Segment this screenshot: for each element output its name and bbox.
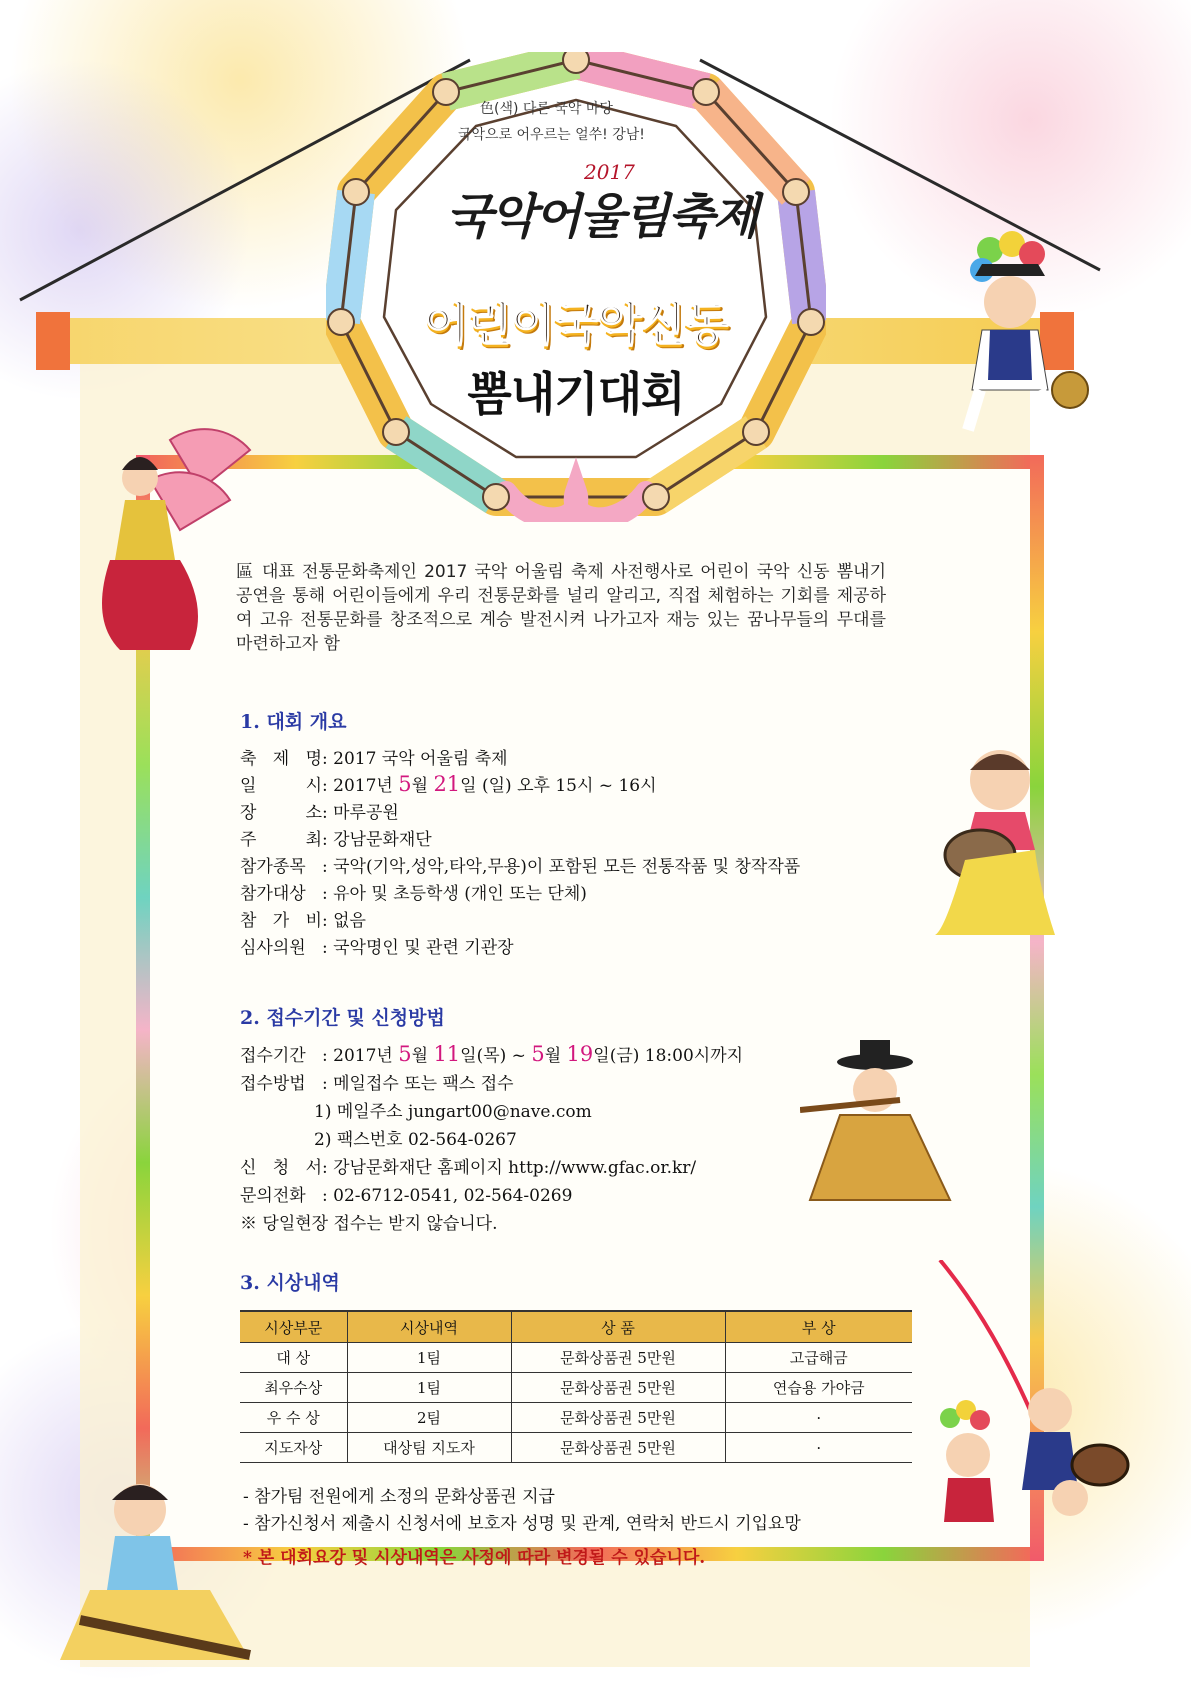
table-cell: 1팀: [347, 1343, 511, 1373]
table-header: 상 품: [511, 1311, 725, 1343]
overview-row-judges: 심사의원 : 국악명인 및 관련 기관장: [240, 938, 514, 958]
table-header: 부 상: [725, 1311, 912, 1343]
overview-row-venue: 장 소: 마루공원: [240, 803, 399, 823]
section-3-heading: 3. 시상내역: [240, 1272, 340, 1294]
slogan-line-1: 色(색) 다른 국악 마당: [480, 101, 613, 117]
gayageum-player-illustration: [60, 1470, 260, 1670]
section-2-heading: 2. 접수기간 및 신청방법: [240, 1007, 445, 1029]
table-cell: 대 상: [240, 1343, 347, 1373]
overview-row-category: 참가종목 : 국악(기악,성악,타악,무용)이 포함된 모든 전통작품 및 창작작품: [240, 857, 801, 877]
overview-row-eligibility: 참가대상 : 유아 및 초등학생 (개인 또는 단체): [240, 884, 587, 904]
table-cell: 문화상품권 5만원: [511, 1373, 725, 1403]
festival-year: 2017: [584, 160, 635, 184]
application-form-row: 신 청 서: 강남문화재단 홈페이지 http://www.gfac.or.kr/: [240, 1158, 697, 1178]
table-cell: 문화상품권 5만원: [511, 1403, 725, 1433]
awards-table: [240, 1310, 912, 1463]
table-cell: 지도자상: [240, 1433, 347, 1463]
table-cell: 고급해금: [725, 1343, 912, 1373]
table-cell: 대상팀 지도자: [347, 1433, 511, 1463]
colorful-wreath: [326, 52, 826, 522]
date-day-highlight: 21: [433, 772, 461, 796]
flute-player-illustration: [800, 1040, 960, 1210]
drummer-boy-illustration: [920, 230, 1100, 440]
intro-paragraph: 區 대표 전통문화축제인 2017 국악 어울림 축제 사전행사로 어린이 국악 신동 뽐내기 공연을 통해 어린이들에게 우리 전통문화를 널리 알리고, 직접 체험하는 기회를 제공하여 고유 전통문화를 창조적으로 계승 발전시켜 나가고자 재능 있는 꿈나무들의 무대를 마련하고자 함: [236, 562, 886, 654]
table-row: [240, 1373, 912, 1403]
table-header-row: [240, 1311, 912, 1343]
table-cell: ·: [725, 1433, 912, 1463]
contact-row: 문의전화 : 02-6712-0541, 02-564-0269: [240, 1186, 573, 1206]
overview-row-date: 일 시: 2017년 5월 21일 (일) 오후 15시 ~ 16시: [240, 772, 657, 796]
drum-girl-illustration: [925, 740, 1065, 940]
festival-name: 국악어울림축제: [446, 189, 757, 245]
title-line-1: 어린이국악신동: [423, 297, 729, 351]
table-cell: 우 수 상: [240, 1403, 347, 1433]
section-1-heading: 1. 대회 개요: [240, 711, 347, 733]
overview-list: [240, 744, 800, 960]
table-cell: 연습용 가야금: [725, 1373, 912, 1403]
date-month-highlight: 5: [398, 772, 412, 796]
table-cell: ·: [725, 1403, 912, 1433]
pungmul-children-illustration: [930, 1260, 1130, 1530]
table-cell: 1팀: [347, 1373, 511, 1403]
overview-row-host: 주 최: 강남문화재단: [240, 830, 432, 850]
application-list: [240, 1041, 743, 1237]
table-cell: 문화상품권 5만원: [511, 1433, 725, 1463]
overview-row-fee: 참 가 비: 없음: [240, 911, 366, 931]
scroll-rod-end-left: [36, 312, 70, 370]
period-row: 접수기간 : 2017년 5월 11일(목) ~ 5월 19일(금) 18:00시까지: [240, 1042, 744, 1066]
awards-table-wrap: [240, 1310, 912, 1463]
table-cell: 최우수상: [240, 1373, 347, 1403]
table-header: 시상내역: [347, 1311, 511, 1343]
award-note-2: - 참가신청서 제출시 신청서에 보호자 성명 및 관계, 연락처 반드시 기입요망: [243, 1514, 801, 1534]
overview-row-festival: 축 제 명: 2017 국악 어울림 축제: [240, 749, 508, 769]
email-row: 1) 메일주소 jungart00@nave.com: [314, 1102, 592, 1122]
change-warning: * 본 대회요강 및 시상내역은 사정에 따라 변경될 수 있습니다.: [243, 1548, 706, 1568]
table-row: [240, 1403, 912, 1433]
table-row: [240, 1433, 912, 1463]
onsite-notice: ※ 당일현장 접수는 받지 않습니다.: [240, 1214, 498, 1234]
table-header: 시상부문: [240, 1311, 347, 1343]
method-row: 접수방법 : 메일접수 또는 팩스 접수: [240, 1074, 514, 1094]
award-note-1: - 참가팀 전원에게 소정의 문화상품권 지급: [243, 1487, 555, 1507]
table-cell: 2팀: [347, 1403, 511, 1433]
slogan-line-2: 국악으로 어우르는 얼쑤! 강남!: [458, 127, 645, 143]
table-cell: 문화상품권 5만원: [511, 1343, 725, 1373]
table-row: [240, 1343, 912, 1373]
homepage-link[interactable]: : 강남문화재단 홈페이지 http://www.gfac.or.kr/: [322, 1158, 697, 1178]
fax-row: 2) 팩스번호 02-564-0267: [314, 1130, 517, 1150]
title-line-2: 뽐내기대회: [467, 367, 685, 421]
